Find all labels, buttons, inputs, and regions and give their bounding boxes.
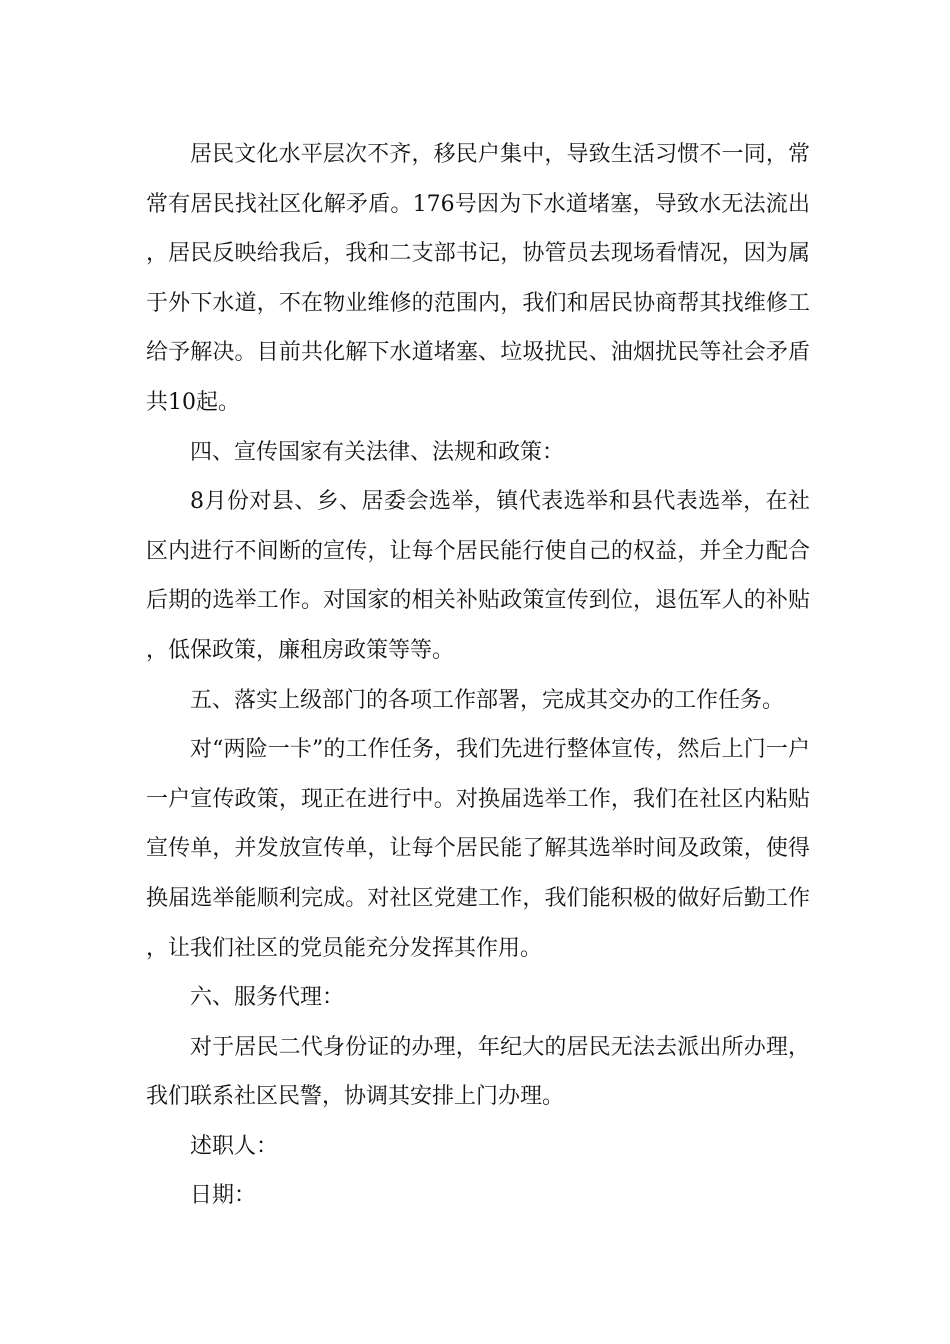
paragraph-conflict-mediation: 居民文化水平层次不齐，移民户集中，导致生活习惯不一同，常常有居民找社区化解矛盾。176号因为下水道堵塞，导致水无法流出，居民反映给我后，我和二支部书记，协管员去现场看情况，因为属于外下水道，不在物业维修的范围内，我们和居民协商帮其找维修工给予解决。目前共化解下水道堵塞、垃圾扰民、油烟扰民等社会矛盾共10起。 [146,142,810,415]
section-heading-service-agency: 六、服务代理： [190,985,345,1011]
paragraph-task-details: 对“两险一卡”的工作任务，我们先进行整体宣传，然后上门一户一户宣传政策，现正在进行中。对换届选举工作，我们在社区内粘贴宣传单，并发放宣传单，让每个居民能了解其选举时间及政策，使得换届选举能顺利完成。对社区党建工作，我们能积极的做好后勤工作，让我们社区的党员能充分发挥其作用。 [146,737,810,961]
document-page [146,130,810,1221]
paragraph-election-publicity: 8月份对县、乡、居委会选举，镇代表选举和县代表选举，在社区内进行不间断的宣传，让每个居民能行使自己的权益，并全力配合后期的选举工作。对国家的相关补贴政策宣传到位，退伍军人的补贴，低保政策，廉租房政策等等。 [146,489,810,663]
signature-label: 述职人： [190,1133,279,1159]
section-heading-law-publicity: 四、宣传国家有关法律、法规和政策： [190,439,565,465]
date-label: 日期： [190,1183,257,1209]
section-heading-task-implementation: 五、落实上级部门的各项工作部署，完成其交办的工作任务。 [190,687,785,713]
paragraph-id-card-service: 对于居民二代身份证的办理，年纪大的居民无法去派出所办理，我们联系社区民警，协调其安排上门办理。 [146,1034,810,1110]
